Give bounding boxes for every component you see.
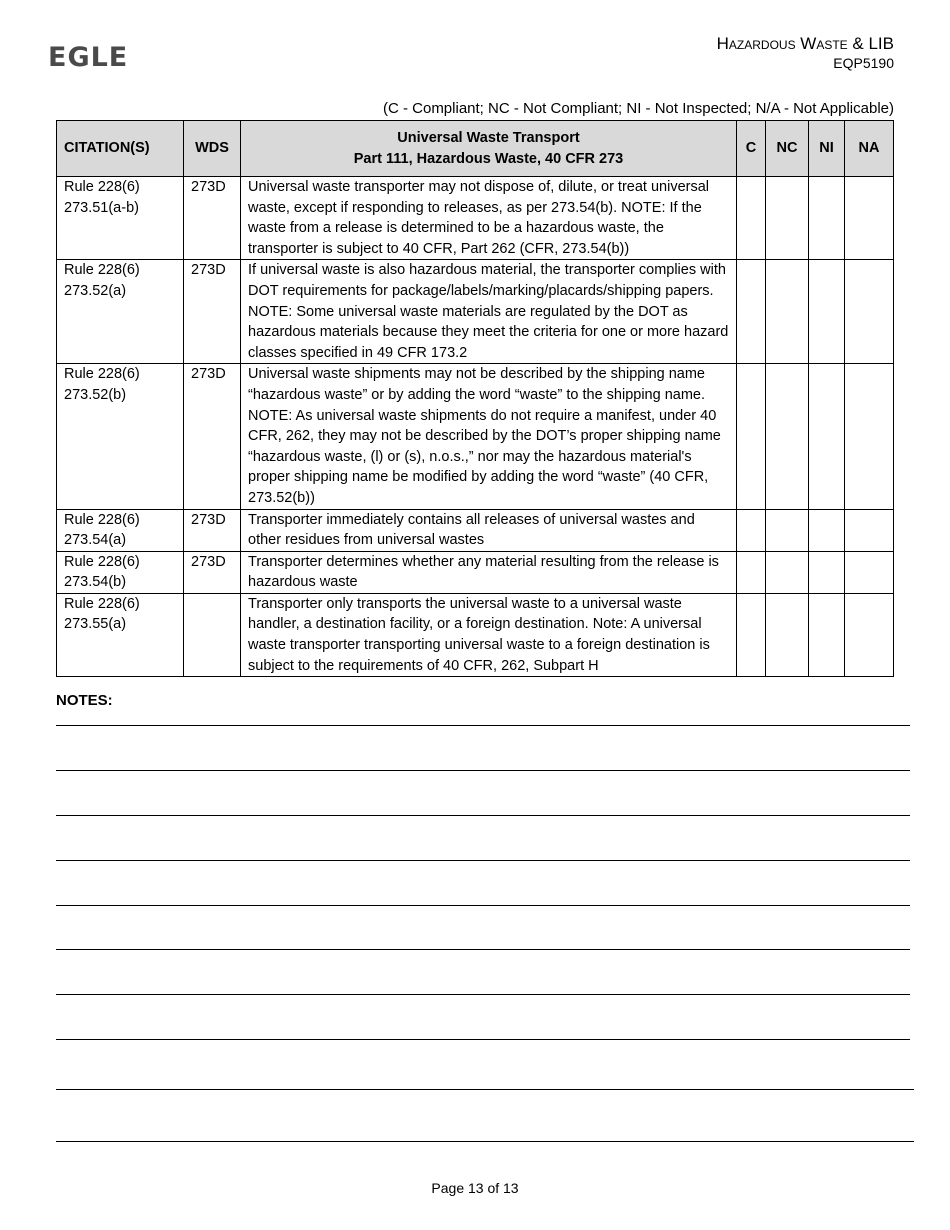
checkbox-not-compliant[interactable] bbox=[766, 260, 809, 364]
section-title: Universal Waste Transport bbox=[397, 129, 580, 146]
citation-cfr: 273.55(a) bbox=[64, 616, 127, 633]
form-code: EQP5190 bbox=[833, 55, 894, 71]
checkbox-compliant[interactable] bbox=[737, 593, 766, 676]
checkbox-not-inspected[interactable] bbox=[809, 509, 845, 551]
wds-cell: 273D bbox=[184, 551, 241, 593]
citation-cell bbox=[57, 593, 184, 676]
checkbox-not-applicable[interactable] bbox=[845, 551, 894, 593]
checkbox-not-inspected[interactable] bbox=[809, 177, 845, 260]
citation-rule: Rule 228(6) bbox=[64, 595, 140, 612]
header-nc: NC bbox=[766, 121, 809, 177]
header-ni: NI bbox=[809, 121, 845, 177]
citation-cfr: 273.54(a) bbox=[64, 532, 127, 549]
checkbox-not-compliant[interactable] bbox=[766, 364, 809, 509]
citation-cell bbox=[57, 364, 184, 509]
requirement-cell: Transporter immediately contains all releases of universal wastes and other residues from universal wastes bbox=[241, 509, 737, 551]
table-row bbox=[57, 593, 894, 676]
requirement-cell: Transporter determines whether any material resulting from the release is hazardous waste bbox=[241, 551, 737, 593]
header-c: C bbox=[737, 121, 766, 177]
checkbox-not-applicable[interactable] bbox=[845, 364, 894, 509]
wds-cell: 273D bbox=[184, 260, 241, 364]
citation-cell bbox=[57, 177, 184, 260]
citation-cfr: 273.51(a-b) bbox=[64, 199, 139, 216]
page-number: Page 13 of 13 bbox=[431, 1180, 519, 1196]
checkbox-not-inspected[interactable] bbox=[809, 551, 845, 593]
checkbox-compliant[interactable] bbox=[737, 260, 766, 364]
notes-line[interactable] bbox=[56, 860, 910, 861]
wds-cell: 273D bbox=[184, 509, 241, 551]
document-title: Hazardous Waste & LIB bbox=[716, 34, 894, 53]
checkbox-not-inspected[interactable] bbox=[809, 260, 845, 364]
checkbox-compliant[interactable] bbox=[737, 509, 766, 551]
notes-line[interactable] bbox=[56, 905, 910, 906]
notes-line[interactable] bbox=[56, 994, 910, 995]
checkbox-not-inspected[interactable] bbox=[809, 364, 845, 509]
table-row bbox=[57, 177, 894, 260]
citation-rule: Rule 228(6) bbox=[64, 511, 140, 528]
notes-line[interactable] bbox=[56, 815, 910, 816]
section-subtitle: Part 111, Hazardous Waste, 40 CFR 273 bbox=[353, 150, 624, 167]
notes-line[interactable] bbox=[56, 725, 910, 726]
wds-cell bbox=[184, 593, 241, 676]
checkbox-not-inspected[interactable] bbox=[809, 593, 845, 676]
citation-rule: Rule 228(6) bbox=[64, 179, 140, 195]
notes-line[interactable] bbox=[56, 1089, 914, 1090]
header-na: NA bbox=[845, 121, 894, 177]
citation-cell bbox=[57, 260, 184, 364]
checkbox-not-compliant[interactable] bbox=[766, 593, 809, 676]
requirement-cell: Transporter only transports the universal waste to a universal waste handler, a destination facility, or a foreign destination. Note: A universal waste transporter transporting universal waste to a foreign destination is subject to the requirements of 40 CFR, 262, Subpart H bbox=[241, 593, 737, 676]
wds-cell: 273D bbox=[184, 364, 241, 509]
document-header bbox=[717, 34, 894, 72]
checkbox-not-applicable[interactable] bbox=[845, 177, 894, 260]
header-section-title bbox=[241, 121, 737, 177]
citation-rule: Rule 228(6) bbox=[64, 366, 140, 383]
table-row bbox=[57, 509, 894, 551]
header-wds: WDS bbox=[184, 121, 241, 177]
notes-line[interactable] bbox=[56, 949, 910, 950]
requirement-cell: Universal waste shipments may not be described by the shipping name “hazardous waste” or by adding the word “waste” to the shipping name. NOTE: As universal waste shipments do not require a manifest, under 40 CFR, 262, they may not be described by the DOT’s proper shipping name “hazardous waste, (l) or (s), n.o.s.,” nor may the hazardous material's proper shipping name be modified by adding the word “waste” (40 CFR, 273.52(b)) bbox=[241, 364, 737, 509]
table-row bbox=[57, 364, 894, 509]
citation-cfr: 273.52(a) bbox=[64, 282, 127, 299]
citation-cell bbox=[57, 509, 184, 551]
citation-rule: Rule 228(6) bbox=[64, 262, 140, 279]
table-header-row bbox=[57, 121, 894, 177]
citation-cfr: 273.54(b) bbox=[64, 574, 127, 591]
notes-label: NOTES: bbox=[56, 692, 113, 709]
checkbox-compliant[interactable] bbox=[737, 551, 766, 593]
compliance-legend: (C - Compliant; NC - Not Compliant; NI - Not Inspected; N/A - Not Applicable) bbox=[382, 100, 894, 117]
notes-line[interactable] bbox=[56, 770, 910, 771]
requirement-cell: Universal waste transporter may not dispose of, dilute, or treat universal waste, except if responding to releases, as per 273.54(b). NOTE: If the waste from a release is determined to be a hazardous waste, the transporter is subject to 40 CFR, Part 262 (CFR, 273.54(b)) bbox=[241, 177, 737, 260]
checkbox-not-applicable[interactable] bbox=[845, 593, 894, 676]
citation-cell bbox=[57, 551, 184, 593]
table-row bbox=[57, 551, 894, 593]
egle-logo: EGLE bbox=[48, 42, 129, 73]
wds-cell: 273D bbox=[184, 177, 241, 260]
checkbox-not-compliant[interactable] bbox=[766, 177, 809, 260]
checkbox-not-compliant[interactable] bbox=[766, 509, 809, 551]
compliance-checklist-table bbox=[56, 120, 894, 677]
notes-line[interactable] bbox=[56, 1141, 914, 1142]
citation-cfr: 273.52(b) bbox=[64, 386, 127, 403]
checkbox-compliant[interactable] bbox=[737, 177, 766, 260]
citation-rule: Rule 228(6) bbox=[64, 553, 140, 570]
checkbox-not-applicable[interactable] bbox=[845, 509, 894, 551]
table-row bbox=[57, 260, 894, 364]
checkbox-not-compliant[interactable] bbox=[766, 551, 809, 593]
checkbox-not-applicable[interactable] bbox=[845, 260, 894, 364]
checkbox-compliant[interactable] bbox=[737, 364, 766, 509]
requirement-cell: If universal waste is also hazardous material, the transporter complies with DOT requirements for package/labels/marking/placards/shipping papers. NOTE: Some universal waste materials are regulated by the DOT as hazardous materials because they meet the criteria for one or more hazard classes specified in 49 CFR 173.2 bbox=[241, 260, 737, 364]
header-citations: CITATION(S) bbox=[57, 121, 184, 177]
notes-line[interactable] bbox=[56, 1039, 910, 1040]
